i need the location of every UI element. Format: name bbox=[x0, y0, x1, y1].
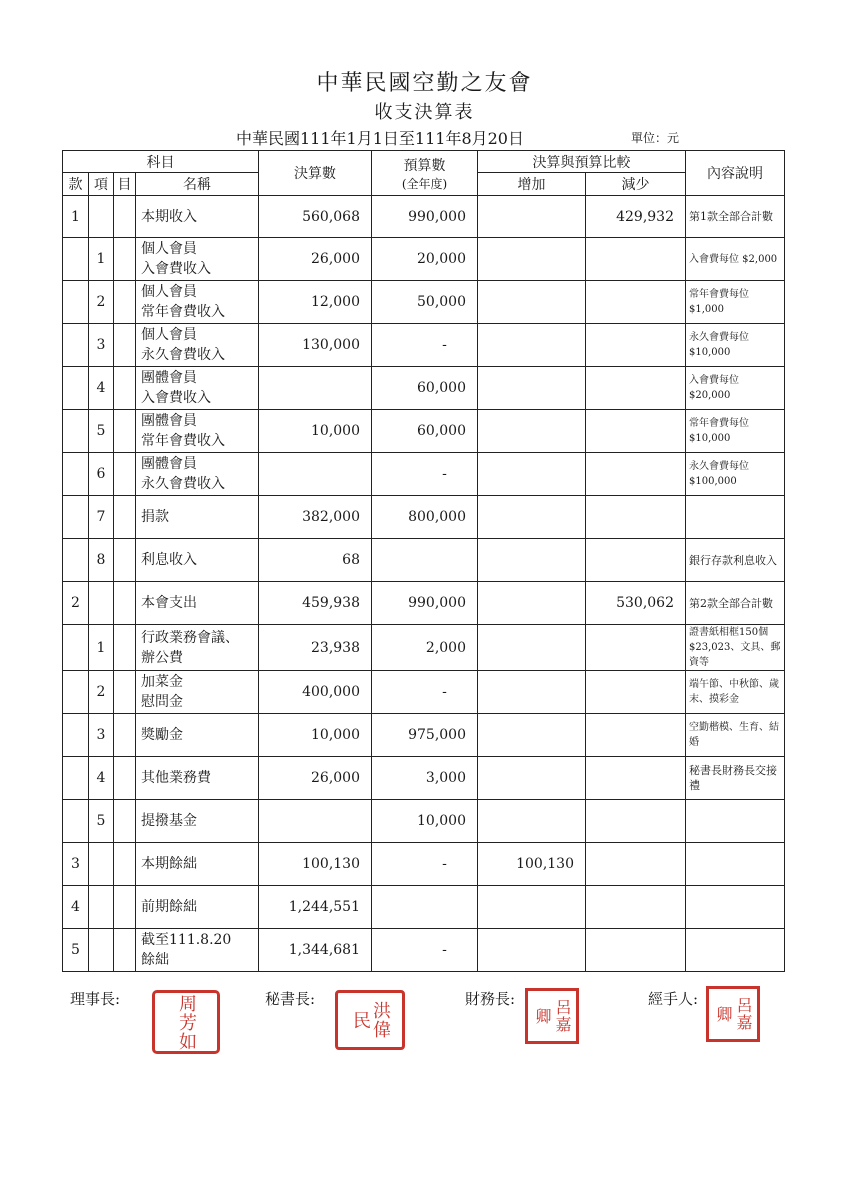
row-name-line2: 永久會費收入 bbox=[141, 476, 225, 492]
table-row bbox=[63, 539, 785, 582]
row-xiang: 8 bbox=[89, 539, 114, 582]
chairman-seal: 周芳如 bbox=[152, 990, 220, 1054]
row-name bbox=[136, 539, 259, 582]
row-name-line1: 團體會員 bbox=[141, 413, 197, 429]
row-budget: 20,000 bbox=[372, 238, 478, 281]
row-mu bbox=[114, 757, 136, 800]
row-name-line2: 常年會費收入 bbox=[141, 304, 225, 320]
row-kuan bbox=[63, 453, 89, 496]
header-notes: 內容說明 bbox=[686, 151, 785, 196]
row-budget: 60,000 bbox=[372, 367, 478, 410]
row-kuan bbox=[63, 281, 89, 324]
row-actual: 560,068 bbox=[259, 196, 372, 238]
row-note: 入會費每位 $20,000 bbox=[686, 367, 785, 410]
row-mu bbox=[114, 539, 136, 582]
row-kuan bbox=[63, 800, 89, 843]
row-decrease bbox=[586, 324, 686, 367]
row-name-line1: 加菜金 bbox=[141, 674, 183, 690]
row-increase bbox=[478, 496, 586, 539]
row-name bbox=[136, 757, 259, 800]
row-kuan bbox=[63, 539, 89, 582]
header-xiang: 項 bbox=[89, 173, 114, 196]
row-xiang: 5 bbox=[89, 410, 114, 453]
row-kuan bbox=[63, 757, 89, 800]
table-row bbox=[63, 453, 785, 496]
secretary-label: 秘書長: bbox=[265, 990, 316, 1008]
row-increase bbox=[478, 324, 586, 367]
header-mu: 目 bbox=[114, 173, 136, 196]
row-increase bbox=[478, 929, 586, 972]
row-xiang: 3 bbox=[89, 714, 114, 757]
row-name-line1: 個人會員 bbox=[141, 241, 197, 257]
treasurer-label: 財務長: bbox=[465, 990, 516, 1008]
header-increase: 增加 bbox=[478, 173, 586, 196]
row-xiang: 7 bbox=[89, 496, 114, 539]
row-xiang: 2 bbox=[89, 671, 114, 714]
row-note: 端午節、中秋節、歲末、摸彩金 bbox=[686, 671, 785, 714]
row-actual: 10,000 bbox=[259, 714, 372, 757]
row-xiang: 5 bbox=[89, 800, 114, 843]
row-actual: 23,938 bbox=[259, 625, 372, 671]
row-decrease bbox=[586, 367, 686, 410]
row-actual bbox=[259, 800, 372, 843]
row-budget: 800,000 bbox=[372, 496, 478, 539]
row-decrease bbox=[586, 714, 686, 757]
row-kuan bbox=[63, 496, 89, 539]
row-xiang bbox=[89, 582, 114, 625]
row-xiang: 3 bbox=[89, 324, 114, 367]
row-name-line1: 其他業務費 bbox=[141, 770, 211, 786]
row-mu bbox=[114, 367, 136, 410]
row-name-line2: 常年會費收入 bbox=[141, 433, 225, 449]
row-note bbox=[686, 929, 785, 972]
row-xiang: 1 bbox=[89, 238, 114, 281]
row-mu bbox=[114, 800, 136, 843]
row-decrease: 429,932 bbox=[586, 196, 686, 238]
row-actual: 130,000 bbox=[259, 324, 372, 367]
table-row bbox=[63, 324, 785, 367]
row-name-line1: 獎勵金 bbox=[141, 727, 183, 743]
row-note: 空勤楷模、生育、結婚 bbox=[686, 714, 785, 757]
table-row bbox=[63, 410, 785, 453]
row-budget: 10,000 bbox=[372, 800, 478, 843]
row-increase bbox=[478, 625, 586, 671]
row-name-line1: 捐款 bbox=[141, 509, 169, 525]
secretary-seal: 洪偉民 bbox=[335, 990, 405, 1050]
row-name bbox=[136, 453, 259, 496]
header-budget-sub: (全年度) bbox=[401, 176, 448, 191]
row-increase bbox=[478, 410, 586, 453]
row-xiang bbox=[89, 196, 114, 238]
row-note: 永久會費每位 $100,000 bbox=[686, 453, 785, 496]
table-row bbox=[63, 281, 785, 324]
row-name-line1: 前期餘絀 bbox=[141, 899, 197, 915]
row-kuan bbox=[63, 367, 89, 410]
table-row bbox=[63, 196, 785, 238]
row-note: 第1款全部合計數 bbox=[686, 196, 785, 238]
table-row bbox=[63, 367, 785, 410]
row-budget: - bbox=[372, 843, 478, 886]
row-note: 永久會費每位 $10,000 bbox=[686, 324, 785, 367]
row-actual: 26,000 bbox=[259, 238, 372, 281]
table-row bbox=[63, 714, 785, 757]
row-name bbox=[136, 886, 259, 929]
row-decrease bbox=[586, 539, 686, 582]
row-increase: 100,130 bbox=[478, 843, 586, 886]
report-period: 中華民國111年1月1日至111年8月20日 bbox=[236, 129, 524, 148]
row-name-line1: 團體會員 bbox=[141, 456, 197, 472]
header-compare: 決算與預算比較 bbox=[478, 151, 686, 173]
row-decrease bbox=[586, 671, 686, 714]
row-note: 常年會費每位 $1,000 bbox=[686, 281, 785, 324]
row-increase bbox=[478, 800, 586, 843]
row-name-line1: 提撥基金 bbox=[141, 813, 197, 829]
row-kuan bbox=[63, 625, 89, 671]
table-row bbox=[63, 671, 785, 714]
row-mu bbox=[114, 886, 136, 929]
header-decrease: 減少 bbox=[586, 173, 686, 196]
row-mu bbox=[114, 410, 136, 453]
row-kuan bbox=[63, 714, 89, 757]
row-increase bbox=[478, 196, 586, 238]
row-increase bbox=[478, 367, 586, 410]
row-actual: 382,000 bbox=[259, 496, 372, 539]
row-budget: 50,000 bbox=[372, 281, 478, 324]
row-mu bbox=[114, 714, 136, 757]
row-mu bbox=[114, 843, 136, 886]
row-mu bbox=[114, 496, 136, 539]
table-row bbox=[63, 625, 785, 671]
row-name bbox=[136, 238, 259, 281]
row-decrease: 530,062 bbox=[586, 582, 686, 625]
row-name-line2: 慰問金 bbox=[141, 694, 183, 710]
row-note bbox=[686, 800, 785, 843]
row-budget: - bbox=[372, 324, 478, 367]
table-row bbox=[63, 843, 785, 886]
row-actual: 1,244,551 bbox=[259, 886, 372, 929]
row-mu bbox=[114, 281, 136, 324]
row-name bbox=[136, 324, 259, 367]
table-row bbox=[63, 757, 785, 800]
row-name-line2: 永久會費收入 bbox=[141, 347, 225, 363]
row-budget: 975,000 bbox=[372, 714, 478, 757]
row-note: 入會費每位 $2,000 bbox=[686, 238, 785, 281]
row-increase bbox=[478, 757, 586, 800]
row-mu bbox=[114, 324, 136, 367]
header-subject: 科目 bbox=[63, 151, 259, 173]
row-mu bbox=[114, 671, 136, 714]
budget-table bbox=[62, 150, 785, 972]
row-increase bbox=[478, 886, 586, 929]
header-kuan: 款 bbox=[63, 173, 89, 196]
row-name-line2: 入會費收入 bbox=[141, 390, 211, 406]
row-budget: 3,000 bbox=[372, 757, 478, 800]
row-name bbox=[136, 929, 259, 972]
row-name bbox=[136, 496, 259, 539]
row-mu bbox=[114, 238, 136, 281]
row-increase bbox=[478, 453, 586, 496]
currency-unit: 單位：元 bbox=[631, 131, 680, 145]
row-decrease bbox=[586, 757, 686, 800]
document-title: 收支決算表 bbox=[374, 102, 475, 123]
row-kuan: 1 bbox=[63, 196, 89, 238]
row-name-line1: 行政業務會議、 bbox=[141, 629, 239, 646]
row-note: 證書紙相框150個 $23,023、文具、郵資等 bbox=[686, 625, 785, 671]
row-xiang: 4 bbox=[89, 367, 114, 410]
row-note: 常年會費每位 $10,000 bbox=[686, 410, 785, 453]
row-xiang bbox=[89, 929, 114, 972]
row-name bbox=[136, 714, 259, 757]
row-budget: - bbox=[372, 671, 478, 714]
row-xiang: 1 bbox=[89, 625, 114, 671]
row-budget bbox=[372, 539, 478, 582]
table-row bbox=[63, 929, 785, 972]
row-budget: 2,000 bbox=[372, 625, 478, 671]
row-name-line1: 截至111.8.20 bbox=[141, 932, 232, 948]
row-decrease bbox=[586, 929, 686, 972]
row-name bbox=[136, 843, 259, 886]
row-name-line1: 團體會員 bbox=[141, 370, 197, 386]
row-note bbox=[686, 843, 785, 886]
row-actual: 100,130 bbox=[259, 843, 372, 886]
row-xiang: 2 bbox=[89, 281, 114, 324]
row-budget: 990,000 bbox=[372, 196, 478, 238]
row-name bbox=[136, 671, 259, 714]
row-actual: 459,938 bbox=[259, 582, 372, 625]
row-name bbox=[136, 800, 259, 843]
header-name: 名稱 bbox=[136, 173, 259, 196]
row-xiang: 6 bbox=[89, 453, 114, 496]
row-budget: 990,000 bbox=[372, 582, 478, 625]
row-name bbox=[136, 625, 259, 671]
row-actual: 400,000 bbox=[259, 671, 372, 714]
row-increase bbox=[478, 281, 586, 324]
header-budget bbox=[372, 151, 478, 196]
row-actual: 12,000 bbox=[259, 281, 372, 324]
row-xiang bbox=[89, 886, 114, 929]
row-increase bbox=[478, 714, 586, 757]
row-increase bbox=[478, 238, 586, 281]
row-actual: 10,000 bbox=[259, 410, 372, 453]
row-mu bbox=[114, 625, 136, 671]
row-actual bbox=[259, 453, 372, 496]
row-name bbox=[136, 410, 259, 453]
row-name bbox=[136, 582, 259, 625]
row-kuan bbox=[63, 671, 89, 714]
row-mu bbox=[114, 196, 136, 238]
row-decrease bbox=[586, 453, 686, 496]
row-kuan: 3 bbox=[63, 843, 89, 886]
row-name-line1: 個人會員 bbox=[141, 327, 197, 343]
treasurer-seal: 呂嘉卿 bbox=[525, 988, 579, 1044]
row-name-line1: 利息收入 bbox=[141, 552, 197, 568]
row-decrease bbox=[586, 800, 686, 843]
table-row bbox=[63, 886, 785, 929]
row-name bbox=[136, 281, 259, 324]
row-note bbox=[686, 886, 785, 929]
row-increase bbox=[478, 582, 586, 625]
table-body bbox=[63, 196, 785, 972]
row-mu bbox=[114, 929, 136, 972]
row-xiang bbox=[89, 843, 114, 886]
row-actual: 1,344,681 bbox=[259, 929, 372, 972]
row-decrease bbox=[586, 238, 686, 281]
row-decrease bbox=[586, 843, 686, 886]
handler-label: 經手人: bbox=[648, 990, 699, 1008]
row-mu bbox=[114, 582, 136, 625]
row-budget: 60,000 bbox=[372, 410, 478, 453]
row-actual: 68 bbox=[259, 539, 372, 582]
table-row bbox=[63, 582, 785, 625]
row-name-line1: 個人會員 bbox=[141, 284, 197, 300]
handler-seal: 呂嘉卿 bbox=[706, 986, 760, 1042]
table-row bbox=[63, 238, 785, 281]
row-increase bbox=[478, 539, 586, 582]
row-mu bbox=[114, 453, 136, 496]
row-name-line1: 本期餘絀 bbox=[141, 856, 197, 872]
row-note: 第2款全部合計數 bbox=[686, 582, 785, 625]
row-decrease bbox=[586, 281, 686, 324]
row-kuan bbox=[63, 238, 89, 281]
row-decrease bbox=[586, 886, 686, 929]
row-name bbox=[136, 196, 259, 238]
organization-title: 中華民國空勤之友會 bbox=[316, 71, 533, 96]
row-name-line2: 餘絀 bbox=[141, 952, 169, 968]
row-name bbox=[136, 367, 259, 410]
chairman-label: 理事長: bbox=[70, 990, 121, 1008]
row-decrease bbox=[586, 496, 686, 539]
row-name-line2: 辦公費 bbox=[141, 649, 183, 666]
row-name-line2: 入會費收入 bbox=[141, 261, 211, 277]
row-note: 銀行存款利息收入 bbox=[686, 539, 785, 582]
row-actual bbox=[259, 367, 372, 410]
header-budget-label: 預算數 bbox=[403, 157, 446, 174]
row-budget bbox=[372, 886, 478, 929]
row-note bbox=[686, 496, 785, 539]
row-kuan: 2 bbox=[63, 582, 89, 625]
table-row bbox=[63, 496, 785, 539]
row-increase bbox=[478, 671, 586, 714]
row-name-line1: 本會支出 bbox=[141, 595, 197, 611]
row-xiang: 4 bbox=[89, 757, 114, 800]
header-actual: 決算數 bbox=[259, 151, 372, 196]
row-decrease bbox=[586, 625, 686, 671]
row-actual: 26,000 bbox=[259, 757, 372, 800]
row-kuan: 4 bbox=[63, 886, 89, 929]
row-decrease bbox=[586, 410, 686, 453]
row-budget: - bbox=[372, 929, 478, 972]
row-kuan bbox=[63, 324, 89, 367]
row-note: 秘書長財務長交接禮 bbox=[686, 757, 785, 800]
row-budget: - bbox=[372, 453, 478, 496]
row-name-line1: 本期收入 bbox=[141, 208, 197, 225]
row-kuan: 5 bbox=[63, 929, 89, 972]
row-kuan bbox=[63, 410, 89, 453]
table-row bbox=[63, 800, 785, 843]
